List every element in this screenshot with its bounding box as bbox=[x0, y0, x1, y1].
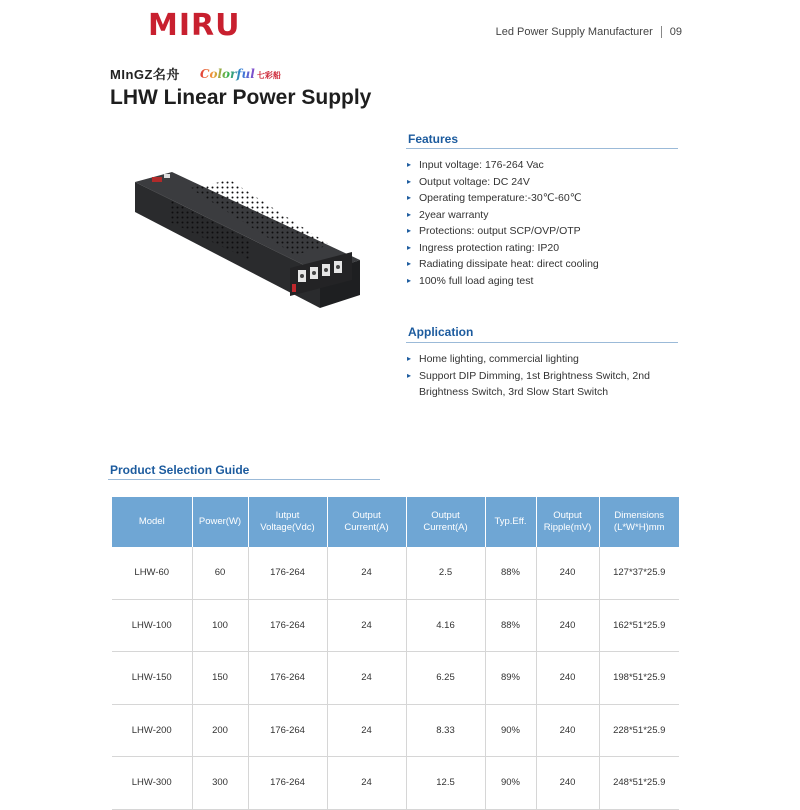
table-header-row bbox=[112, 497, 679, 547]
table-cell: 24 bbox=[327, 704, 406, 757]
table-cell: 176-264 bbox=[248, 599, 327, 652]
bullet-arrow-icon: ▸ bbox=[407, 160, 412, 169]
table-cell: LHW-100 bbox=[112, 599, 192, 652]
table-cell: 198*51*25.9 bbox=[599, 652, 679, 705]
bullet-arrow-icon: ▸ bbox=[407, 354, 412, 363]
table-cell: 24 bbox=[327, 547, 406, 599]
table-cell: 240 bbox=[536, 652, 599, 705]
table-cell: 162*51*25.9 bbox=[599, 599, 679, 652]
features-heading: Features bbox=[408, 132, 459, 146]
feature-item: ▸ 100% full load aging test bbox=[407, 273, 599, 290]
table-cell: 8.33 bbox=[406, 704, 485, 757]
table-cell: 100 bbox=[192, 599, 248, 652]
colorful-logo-text: Colorful bbox=[199, 66, 255, 81]
table-cell: 6.25 bbox=[406, 652, 485, 705]
bullet-arrow-icon: ▸ bbox=[407, 370, 412, 380]
table-cell: LHW-60 bbox=[112, 547, 192, 599]
mingz-logo: MInGZ名舟 bbox=[110, 67, 180, 82]
bullet-arrow-icon: ▸ bbox=[407, 259, 412, 268]
table-cell: 240 bbox=[536, 704, 599, 757]
page-title: LHW Linear Power Supply bbox=[110, 86, 372, 109]
column-header: Model bbox=[112, 497, 192, 547]
table-cell: 150 bbox=[192, 652, 248, 705]
table-row bbox=[112, 652, 679, 705]
table-cell: 90% bbox=[485, 704, 536, 757]
column-header: Dimensions (L*W*H)mm bbox=[599, 497, 679, 547]
application-heading: Application bbox=[408, 325, 474, 339]
column-header: Output Current(A) bbox=[406, 497, 485, 547]
logo-text: MIRU bbox=[148, 7, 241, 43]
brand-logos bbox=[110, 64, 281, 83]
table-cell: 60 bbox=[192, 547, 248, 599]
bullet-arrow-icon: ▸ bbox=[407, 275, 412, 285]
bullet-arrow-icon: ▸ bbox=[407, 226, 412, 235]
table-cell: 228*51*25.9 bbox=[599, 704, 679, 757]
features-list bbox=[407, 157, 599, 289]
header-info bbox=[496, 26, 682, 38]
table-cell: 12.5 bbox=[406, 757, 485, 810]
column-header: Typ.Eff. bbox=[485, 497, 536, 547]
application-item: ▸ Support DIP Dimming, 1st Brightness Switch, 2nd Brightness Switch, 3rd Slow Start Switch bbox=[407, 369, 650, 398]
feature-item: ▸ Protections: output SCP/OVP/OTP bbox=[407, 223, 599, 240]
table-cell: 24 bbox=[327, 652, 406, 705]
table-cell: 176-264 bbox=[248, 704, 327, 757]
table-cell: 89% bbox=[485, 652, 536, 705]
table-cell: 4.16 bbox=[406, 599, 485, 652]
application-divider bbox=[406, 342, 678, 343]
table-cell: 240 bbox=[536, 757, 599, 810]
guide-heading: Product Selection Guide bbox=[110, 463, 250, 477]
bullet-arrow-icon: ▸ bbox=[407, 193, 412, 202]
table-cell: 24 bbox=[327, 757, 406, 810]
colorful-logo bbox=[200, 65, 281, 83]
table-cell: 300 bbox=[192, 757, 248, 810]
miru-logo bbox=[148, 7, 241, 43]
colorful-logo-sub: 七彩船 bbox=[256, 70, 281, 80]
table-cell: 240 bbox=[536, 599, 599, 652]
column-header: Iutput Voltage(Vdc) bbox=[248, 497, 327, 547]
header-tagline: Led Power Supply Manufacturer bbox=[495, 26, 653, 38]
column-header: Power(W) bbox=[192, 497, 248, 547]
table-cell: 176-264 bbox=[248, 547, 327, 599]
page-number: 09 bbox=[669, 26, 682, 38]
application-list bbox=[407, 351, 672, 401]
table-row bbox=[112, 757, 679, 810]
feature-item: ▸ 2year warranty bbox=[407, 207, 599, 224]
table-cell: LHW-200 bbox=[112, 704, 192, 757]
table-row bbox=[112, 704, 679, 757]
header-divider bbox=[661, 26, 662, 38]
table-cell: 240 bbox=[536, 547, 599, 599]
feature-item: ▸ Ingress protection rating: IP20 bbox=[407, 240, 599, 257]
table-cell: LHW-150 bbox=[112, 652, 192, 705]
table-cell: 88% bbox=[485, 547, 536, 599]
power-supply-image bbox=[130, 160, 370, 320]
guide-divider bbox=[108, 479, 380, 480]
feature-item: ▸ Output voltage: DC 24V bbox=[407, 174, 599, 191]
application-item: ▸ Home lighting, commercial lighting bbox=[407, 351, 672, 368]
table-cell: 176-264 bbox=[248, 757, 327, 810]
table-row bbox=[112, 599, 679, 652]
table-cell: 248*51*25.9 bbox=[599, 757, 679, 810]
table-cell: 88% bbox=[485, 599, 536, 652]
column-header: Output Ripple(mV) bbox=[536, 497, 599, 547]
table-cell: 24 bbox=[327, 599, 406, 652]
features-divider bbox=[406, 148, 678, 149]
table-cell: 200 bbox=[192, 704, 248, 757]
table-cell: 90% bbox=[485, 757, 536, 810]
bullet-arrow-icon: ▸ bbox=[407, 242, 412, 252]
table-cell: 2.5 bbox=[406, 547, 485, 599]
bullet-arrow-icon: ▸ bbox=[407, 209, 412, 219]
table-cell: LHW-300 bbox=[112, 757, 192, 810]
table-cell: 176-264 bbox=[248, 652, 327, 705]
product-selection-table bbox=[112, 497, 679, 810]
feature-item: ▸ Radiating dissipate heat: direct cooling bbox=[407, 256, 599, 273]
feature-item: ▸ Operating temperature:-30℃-60℃ bbox=[407, 190, 599, 207]
table-cell: 127*37*25.9 bbox=[599, 547, 679, 599]
feature-item: ▸ Input voltage: 176-264 Vac bbox=[407, 157, 599, 174]
bullet-arrow-icon: ▸ bbox=[407, 176, 412, 186]
column-header: Output Current(A) bbox=[327, 497, 406, 547]
table-row bbox=[112, 547, 679, 599]
